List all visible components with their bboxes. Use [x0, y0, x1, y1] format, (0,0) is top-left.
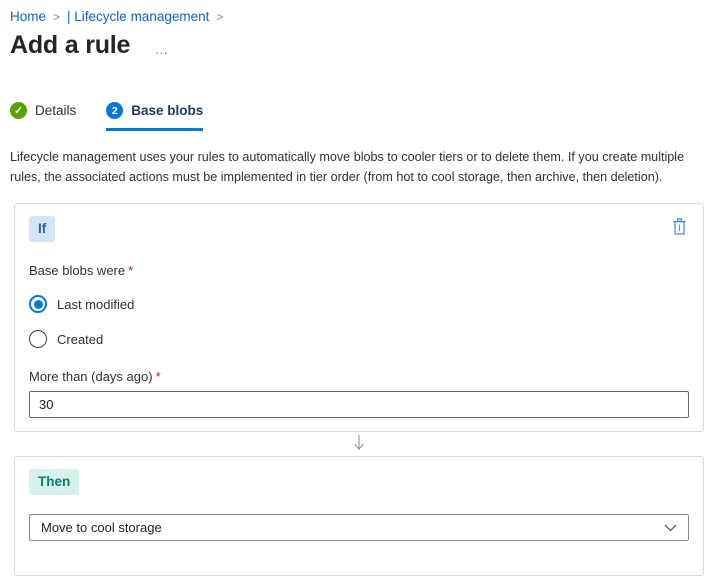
days-ago-input[interactable]: [29, 391, 689, 418]
radio-unselected-icon: [29, 330, 47, 348]
check-icon: ✓: [10, 102, 27, 119]
base-blobs-were-label: Base blobs were *: [29, 263, 134, 279]
then-action-select[interactable]: [29, 514, 689, 541]
radio-last-modified[interactable]: [29, 295, 689, 313]
then-badge: Then: [29, 469, 79, 495]
tab-details-label: Details: [35, 103, 77, 118]
radio-created[interactable]: [29, 330, 689, 348]
arrow-down-icon: [351, 434, 367, 454]
radio-selected-icon: [29, 295, 47, 313]
more-than-days-label: More than (days ago) *: [29, 369, 161, 385]
required-asterisk: *: [155, 369, 161, 385]
if-condition-card: [14, 203, 704, 432]
flow-connector: [0, 434, 718, 456]
breadcrumb-separator-icon: >: [216, 9, 224, 24]
wizard-tabs: [0, 102, 718, 131]
tab-base-blobs[interactable]: [106, 102, 203, 131]
page-description: Lifecycle management uses your rules to automatically move blobs to cooler tiers or to delete them. If you create multiple rules, the associated actions must be implemented in tier order (from hot to cool storage, then archive, then deletion).: [10, 150, 685, 184]
step-number-icon: 2: [106, 102, 123, 119]
radio-last-modified-label: Last modified: [57, 296, 135, 312]
breadcrumb-lifecycle-link[interactable]: | Lifecycle management: [67, 9, 210, 24]
chevron-down-icon: [664, 524, 677, 532]
delete-rule-button[interactable]: [670, 216, 689, 237]
then-action-card: [14, 456, 704, 576]
breadcrumb-separator-icon: >: [53, 9, 61, 24]
breadcrumb-home-link[interactable]: Home: [10, 9, 47, 24]
required-asterisk: *: [128, 263, 134, 279]
radio-created-label: Created: [57, 331, 104, 347]
breadcrumb: [0, 0, 718, 24]
then-action-value: Move to cool storage: [41, 520, 162, 536]
tab-details[interactable]: [10, 102, 76, 131]
tab-base-blobs-label: Base blobs: [131, 103, 204, 118]
if-badge: If: [29, 216, 55, 242]
more-options-button[interactable]: …: [154, 40, 170, 57]
page-header: [0, 24, 718, 60]
trash-icon: [672, 218, 687, 235]
page-title: Add a rule: [10, 31, 131, 59]
